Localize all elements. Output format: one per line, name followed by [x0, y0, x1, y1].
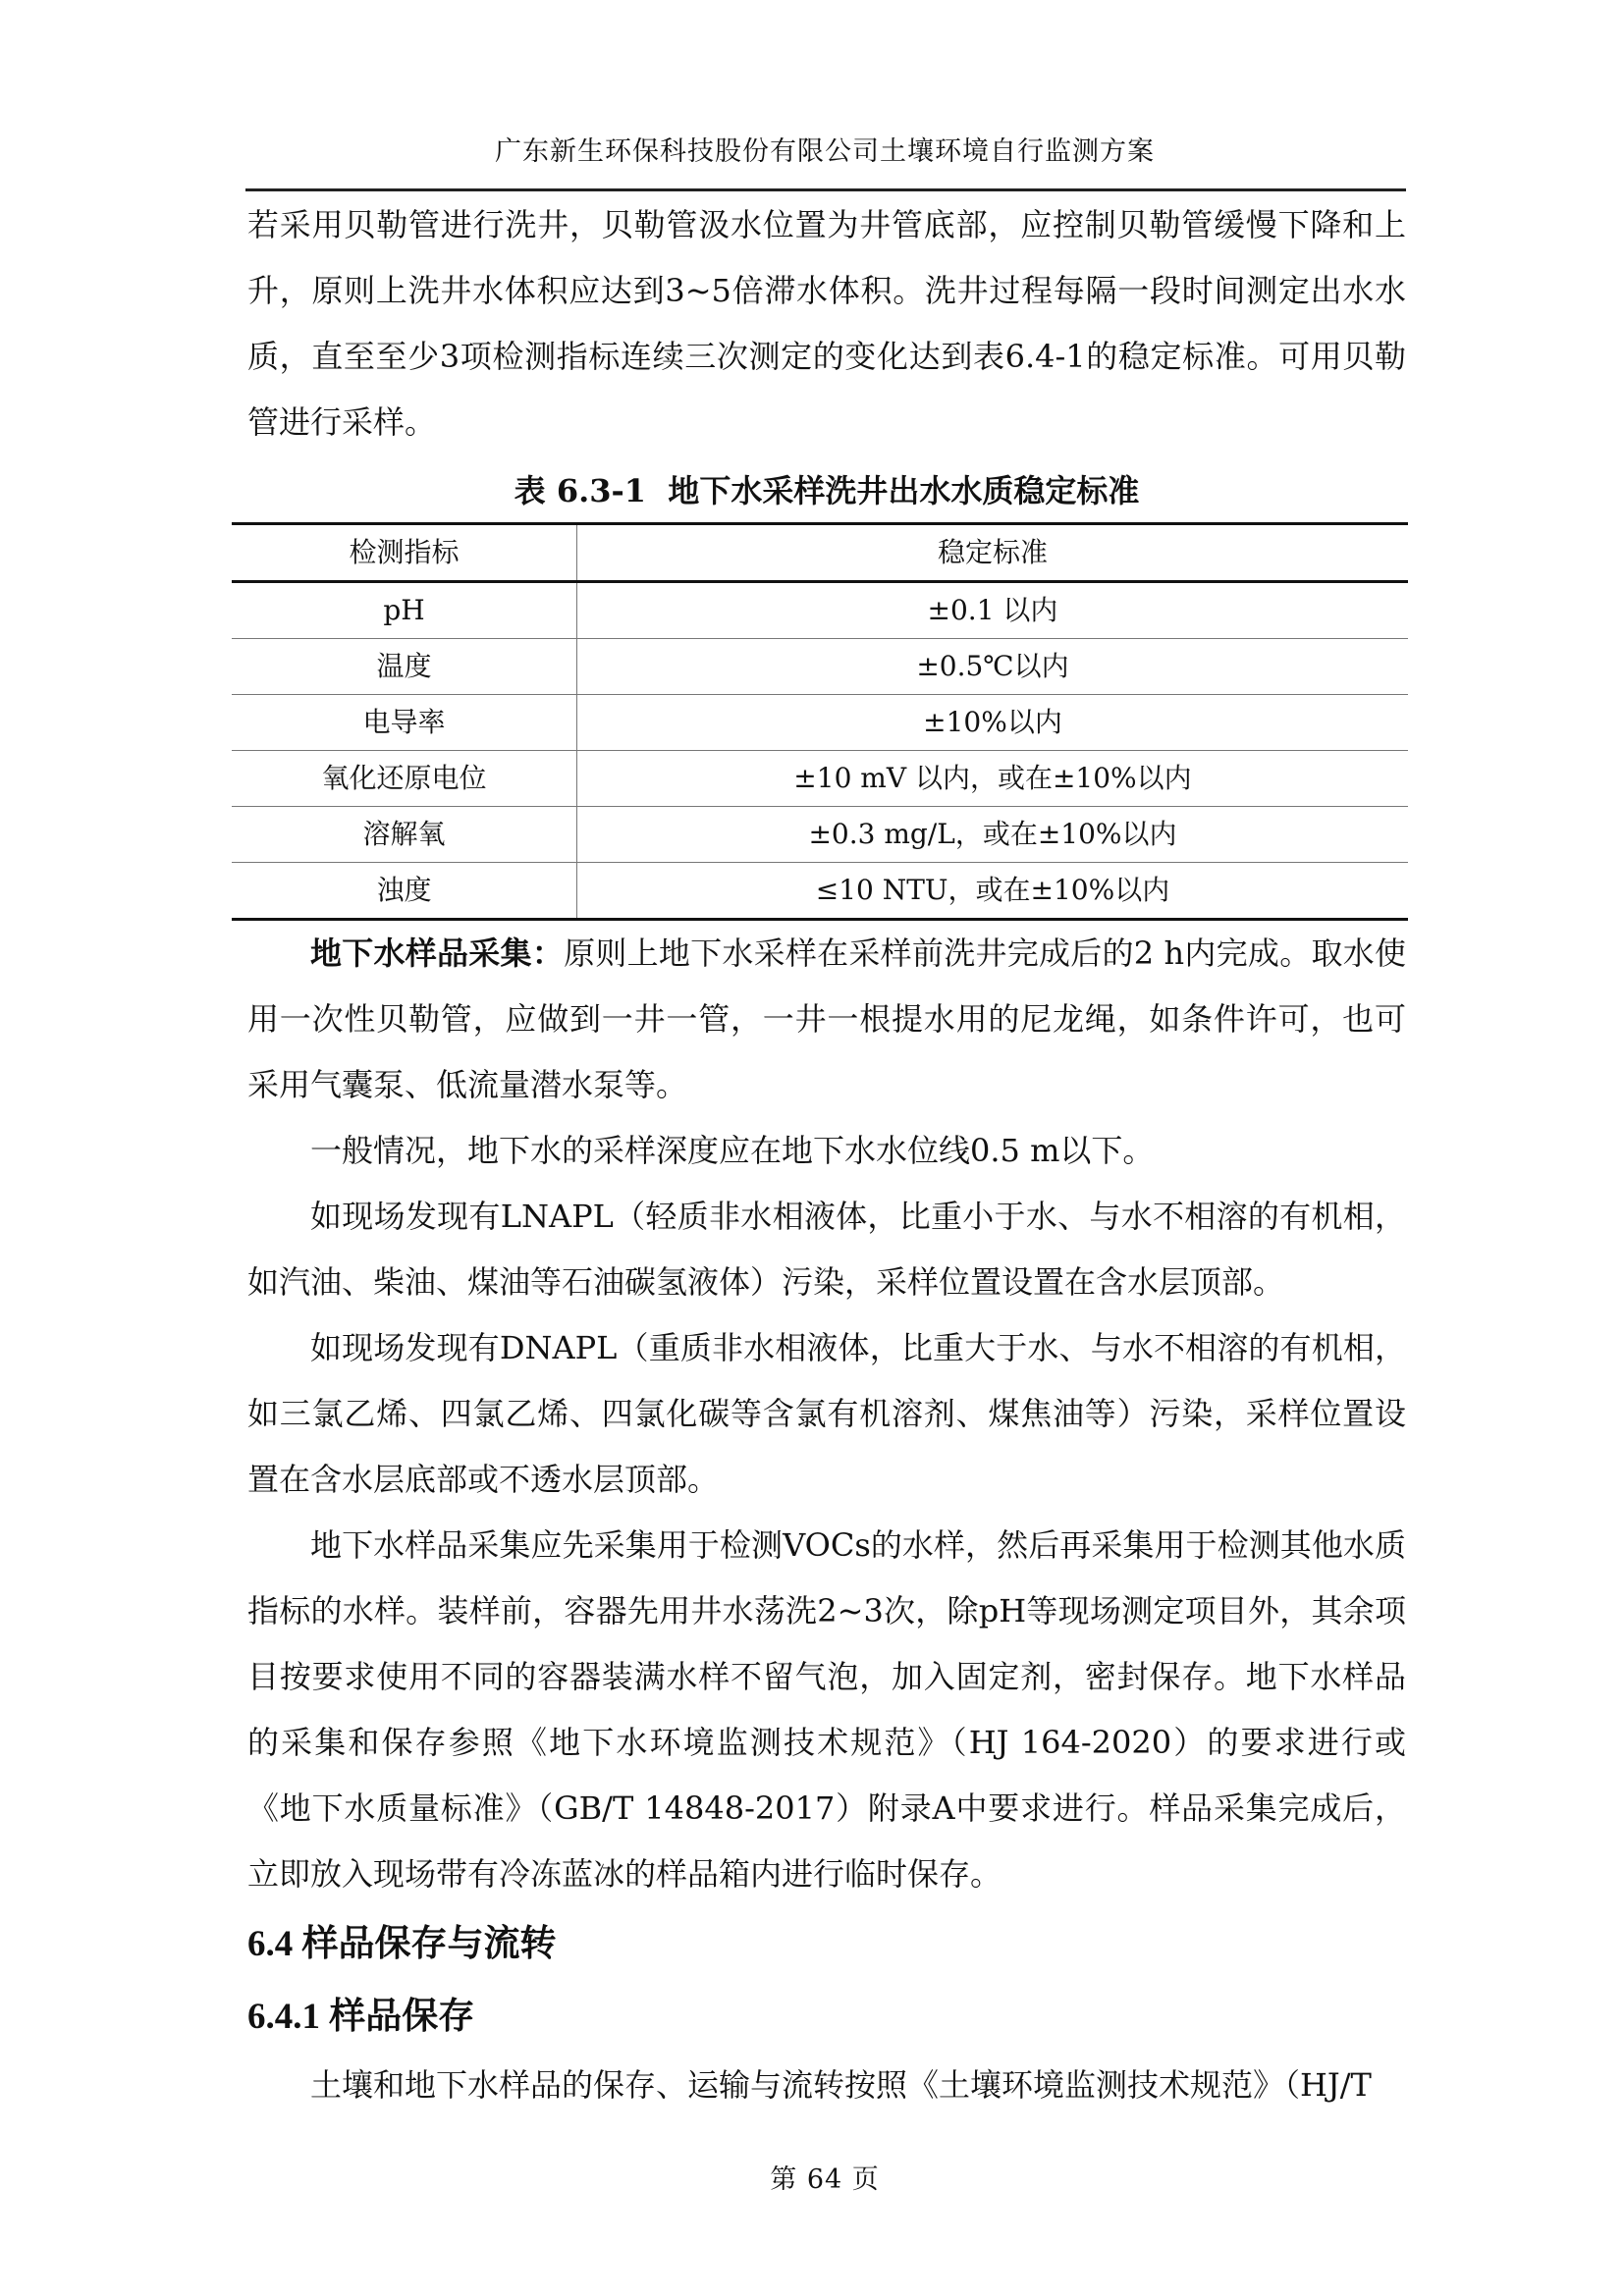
table-row — [232, 695, 1408, 751]
table-header-cell: 检测指标 — [232, 524, 576, 582]
table-cell-indicator: pH — [232, 582, 576, 639]
table-cell-indicator: 溶解氧 — [232, 807, 576, 863]
table-cell-standard: ±0.1 以内 — [576, 582, 1408, 639]
table-cell-indicator: 浊度 — [232, 863, 576, 920]
stability-standard-table — [232, 522, 1408, 921]
table-cell-standard: ±0.3 mg/L，或在±10%以内 — [576, 807, 1408, 863]
table-cell-standard: ±0.5℃以内 — [576, 639, 1408, 695]
table-header-row — [232, 524, 1408, 582]
table-cell-standard: ±10 mV 以内，或在±10%以内 — [576, 751, 1408, 807]
table-row — [232, 751, 1408, 807]
table-cell-standard: ±10%以内 — [576, 695, 1408, 751]
table-cell-indicator: 氧化还原电位 — [232, 751, 576, 807]
table-caption: 表 6.3-1 地下水采样洗井出水水质稳定标准 — [514, 472, 1140, 509]
header-divider — [245, 188, 1406, 191]
paragraph-dnapl: 如现场发现有DNAPL（重质非水相液体，比重大于水、与水不相溶的有机相，如三氯乙烯、四氯乙烯、四氯化碳等含氯有机溶剂、煤焦油等）污染，采样位置设置在含水层底部或不透水层顶部。 — [247, 1329, 1406, 1498]
paragraph-sampling-depth: 一般情况，地下水的采样深度应在地下水水位线0.5 m以下。 — [310, 1132, 1155, 1169]
table-row — [232, 807, 1408, 863]
paragraph-sample-collection-order: 地下水样品采集应先采集用于检测VOCs的水样，然后再采集用于检测其他水质指标的水样。装样前，容器先用井水荡洗2~3次，除pH等现场测定项目外，其余项目按要求使用不同的容器装满水样不留气泡，加入固定剂，密封保存。地下水样品的采集和保存参照《地下水环境监测技术规范》（HJ 164-2020）的要求进行或《地下水质量标准》（GB/T 14848-2017）附录A中要求进行。样品采集完成后，立即放入现场带有冷冻蓝冰的样品箱内进行临时保存。 — [247, 1526, 1406, 1893]
section-heading-6-4-1: 6.4.1 样品保存 — [247, 1997, 475, 2037]
table-cell-indicator: 温度 — [232, 639, 576, 695]
paragraph-lnapl: 如现场发现有LNAPL（轻质非水相液体，比重小于水、与水不相溶的有机相，如汽油、柴油、煤油等石油碳氢液体）污染，采样位置设置在含水层顶部。 — [247, 1198, 1406, 1301]
table-cell-indicator: 电导率 — [232, 695, 576, 751]
paragraph-groundwater-sampling — [247, 921, 1406, 1118]
paragraph-well-washing: 若采用贝勒管进行洗井，贝勒管汲水位置为井管底部，应控制贝勒管缓慢下降和上升，原则上洗井水体积应达到3~5倍滞水体积。洗井过程每隔一段时间测定出水水质，直至至少3项检测指标连续三次测定的变化达到表6.4-1的稳定标准。可用贝勒管进行采样。 — [247, 206, 1406, 441]
sampling-lead-text: 地下水样品采集： — [310, 934, 565, 972]
page-header: 广东新生环保科技股份有限公司土壤环境自行监测方案 — [495, 136, 1155, 167]
page-number: 第 64 页 — [770, 2164, 880, 2195]
page-body — [247, 192, 1406, 2118]
sampling-body-text: 原则上地下水采样在采样前洗井完成后的2 h内完成。取水使用一次性贝勒管，应做到一井一管，一井一根提水用的尼龙绳，如条件许可，也可采用气囊泵、低流量潜水泵等。 — [247, 934, 1406, 1103]
section-heading-6-4: 6.4 样品保存与流转 — [247, 1924, 557, 1964]
table-header-cell: 稳定标准 — [576, 524, 1408, 582]
table-cell-standard: ≤10 NTU，或在±10%以内 — [576, 863, 1408, 920]
table-row — [232, 863, 1408, 920]
paragraph-sample-storage: 土壤和地下水样品的保存、运输与流转按照《土壤环境监测技术规范》（HJ/T — [310, 2066, 1372, 2104]
table-row — [232, 582, 1408, 639]
table-row — [232, 639, 1408, 695]
